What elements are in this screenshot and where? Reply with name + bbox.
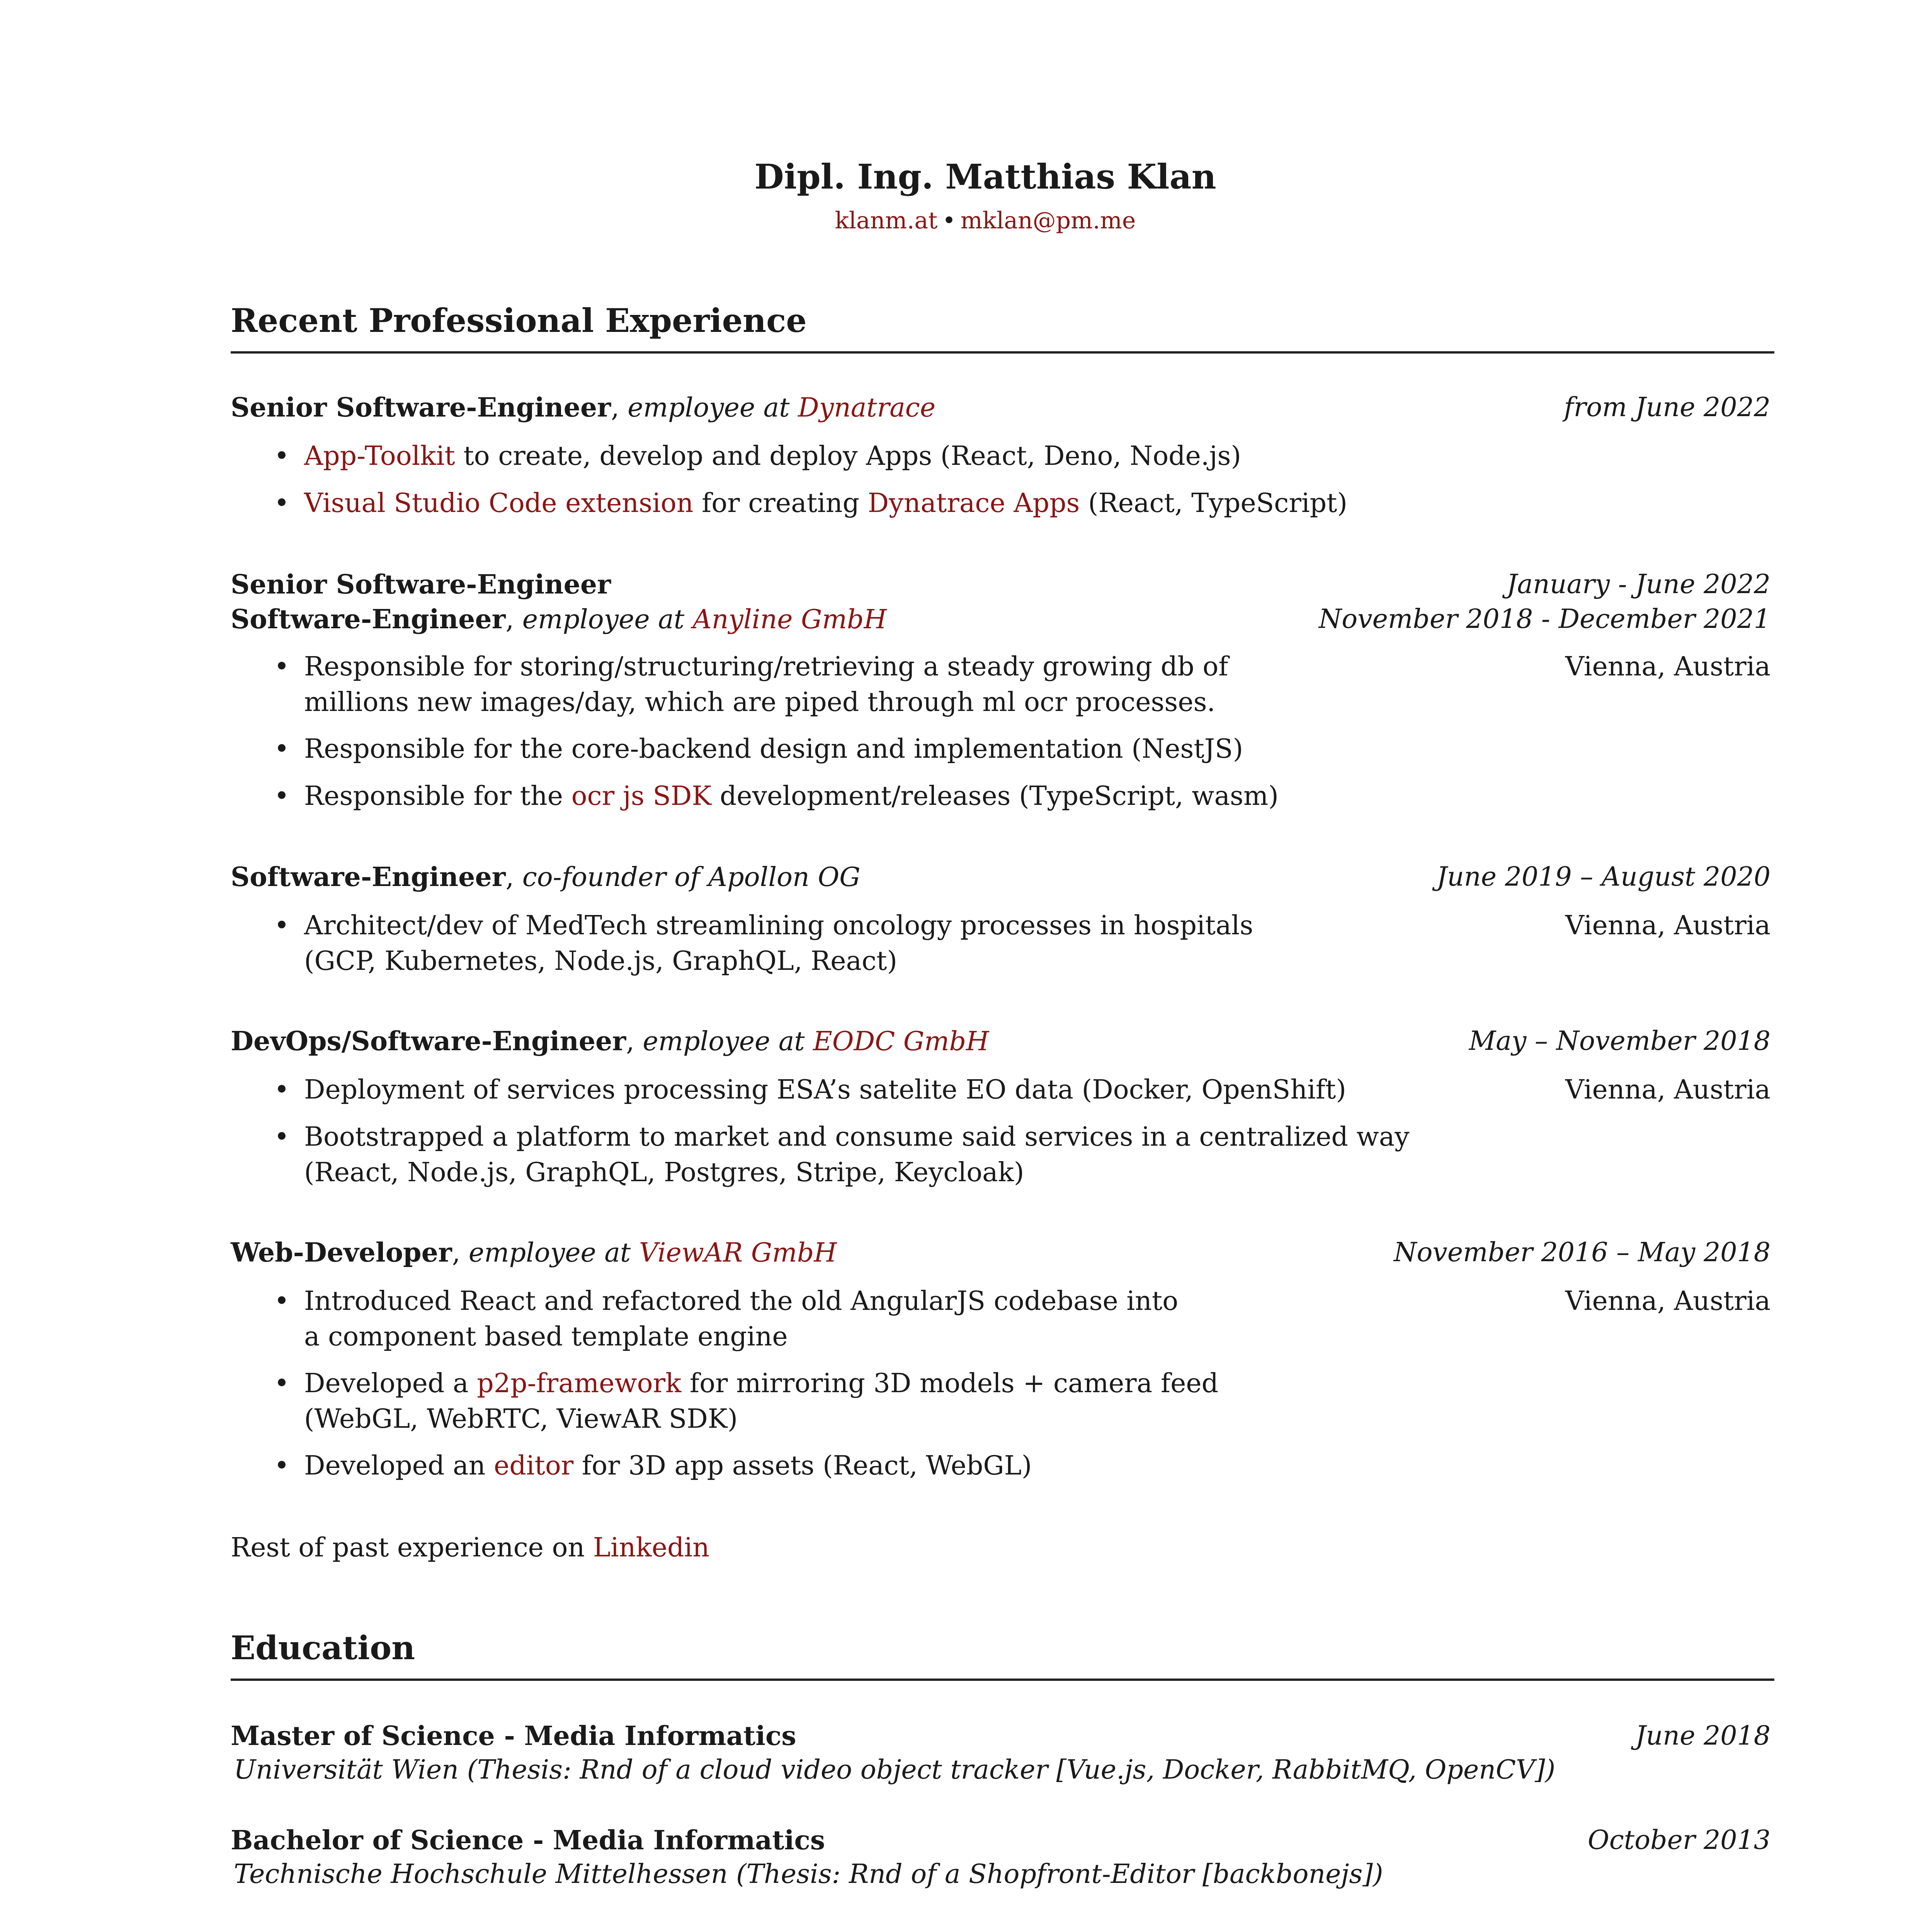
list-item: • Responsible for the core-backend design and implementation (NestJS) xyxy=(304,731,1463,767)
resume-name: Dipl. Ing. Matthias Klan xyxy=(754,156,1216,197)
job-location: Vienna, Austria xyxy=(1565,1075,1770,1105)
job-eodc-header: DevOps/Software-Engineer, employee at EODC GmbH May – November 2018 xyxy=(231,1024,1774,1059)
job-viewar-header: Web-Developer, employee at ViewAR GmbH November 2016 – May 2018 xyxy=(231,1235,1774,1270)
experience-heading: Recent Professional Experience xyxy=(231,301,1774,354)
job-role: employee at ViewAR GmbH xyxy=(468,1238,837,1268)
education-bachelor xyxy=(231,1823,1774,1858)
job-role: co-founder of Apollon OG xyxy=(522,862,861,893)
job-date: from June 2022 xyxy=(1564,392,1770,423)
job-date: January - June 2022 xyxy=(1507,569,1770,600)
contact-separator: • xyxy=(942,207,956,234)
job-role: employee at EODC GmbH xyxy=(643,1026,989,1057)
job-title: Senior Software-Engineer xyxy=(231,569,611,600)
job-location: Vienna, Austria xyxy=(1565,1286,1770,1316)
list-item: • App-Toolkit to create, develop and deploy Apps (React, Deno, Node.js) xyxy=(304,439,1463,474)
job-date: November 2016 – May 2018 xyxy=(1393,1237,1770,1268)
dynatrace-apps-link[interactable]: Dynatrace Apps xyxy=(867,488,1080,519)
app-toolkit-link[interactable]: App-Toolkit xyxy=(304,441,455,471)
degree-detail: Technische Hochschule Mittelhessen (Thesis: Rnd of a Shopfront-Editor [backbonejs]) xyxy=(234,1859,1383,1889)
job-location: Vienna, Austria xyxy=(1565,651,1770,682)
job-dynatrace-header: Senior Software-Engineer, employee at Dynatrace from June 2022 xyxy=(231,390,1774,425)
vscode-extension-link[interactable]: Visual Studio Code extension xyxy=(304,488,694,519)
list-item: • Introduced React and refactored the old AngularJS codebase into a component based template engine xyxy=(304,1284,1463,1355)
list-item: • Developed an editor for 3D app assets (React, WebGL) xyxy=(304,1448,1463,1484)
rest-of-experience: Rest of past experience on Linkedin xyxy=(231,1532,710,1563)
degree-date: June 2018 xyxy=(1635,1721,1770,1751)
list-item: • Bootstrapped a platform to market and consume said services in a centralized way (React, Node.js, GraphQL, Postgres, Stripe, Keycloak) xyxy=(304,1119,1463,1190)
list-item: • Responsible for storing/structuring/retrieving a steady growing db of millions new images/day, which are piped through ml ocr processes. xyxy=(304,649,1463,720)
company-link-dynatrace[interactable]: Dynatrace xyxy=(798,393,936,423)
job-role: employee at Anyline GmbH xyxy=(522,604,887,635)
list-item: • Deployment of services processing ESA’s satelite EO data (Docker, OpenShift) xyxy=(304,1072,1463,1108)
linkedin-link[interactable]: Linkedin xyxy=(593,1532,710,1563)
editor-link[interactable]: editor xyxy=(493,1451,574,1481)
job-date: June 2019 – August 2020 xyxy=(1436,862,1770,892)
job-title: DevOps/Software-Engineer xyxy=(231,1026,626,1057)
job-apollon-header: Software-Engineer, co-founder of Apollon OG June 2019 – August 2020 xyxy=(231,860,1774,895)
list-item: • Responsible for the ocr js SDK development/releases (TypeScript, wasm) xyxy=(304,779,1463,814)
job-date: May – November 2018 xyxy=(1469,1026,1770,1056)
job-title: Software-Engineer xyxy=(231,862,506,893)
email-link[interactable]: mklan@pm.me xyxy=(960,207,1136,234)
job-anyline-senior-header xyxy=(231,567,1774,602)
list-item: • Visual Studio Code extension for creating Dynatrace Apps (React, TypeScript) xyxy=(304,486,1463,521)
job-date: November 2018 - December 2021 xyxy=(1318,604,1770,634)
list-item: • Architect/dev of MedTech streamlining oncology processes in hospitals (GCP, Kubernetes, Node.js, GraphQL, React) xyxy=(304,908,1463,979)
job-role: employee at Dynatrace xyxy=(628,393,936,423)
p2p-framework-link[interactable]: p2p-framework xyxy=(477,1368,682,1399)
degree-detail: Universität Wien (Thesis: Rnd of a cloud video object tracker [Vue.js, Docker, RabbitMQ, OpenCV]) xyxy=(234,1755,1556,1785)
company-link-viewar[interactable]: ViewAR GmbH xyxy=(639,1238,837,1268)
degree-date: October 2013 xyxy=(1587,1825,1770,1855)
degree-title: Master of Science - Media Informatics xyxy=(231,1721,796,1752)
contact-line xyxy=(0,207,1932,234)
company-link-eodc[interactable]: EODC GmbH xyxy=(813,1026,989,1057)
education-master xyxy=(231,1719,1774,1753)
job-title: Software-Engineer xyxy=(231,604,506,635)
job-title: Web-Developer xyxy=(231,1237,452,1268)
education-heading: Education xyxy=(231,1629,1774,1681)
website-link[interactable]: klanm.at xyxy=(835,207,938,234)
job-anyline-header: Software-Engineer, employee at Anyline GmbH November 2018 - December 2021 xyxy=(231,602,1774,637)
company-link-anyline[interactable]: Anyline GmbH xyxy=(692,604,887,635)
list-item: • Developed a p2p-framework for mirroring 3D models + camera feed (WebGL, WebRTC, ViewAR SDK) xyxy=(304,1366,1463,1437)
ocr-sdk-link[interactable]: ocr js SDK xyxy=(571,781,712,811)
job-location: Vienna, Austria xyxy=(1565,910,1770,941)
job-title: Senior Software-Engineer xyxy=(231,392,611,423)
degree-title: Bachelor of Science - Media Informatics xyxy=(231,1825,825,1856)
